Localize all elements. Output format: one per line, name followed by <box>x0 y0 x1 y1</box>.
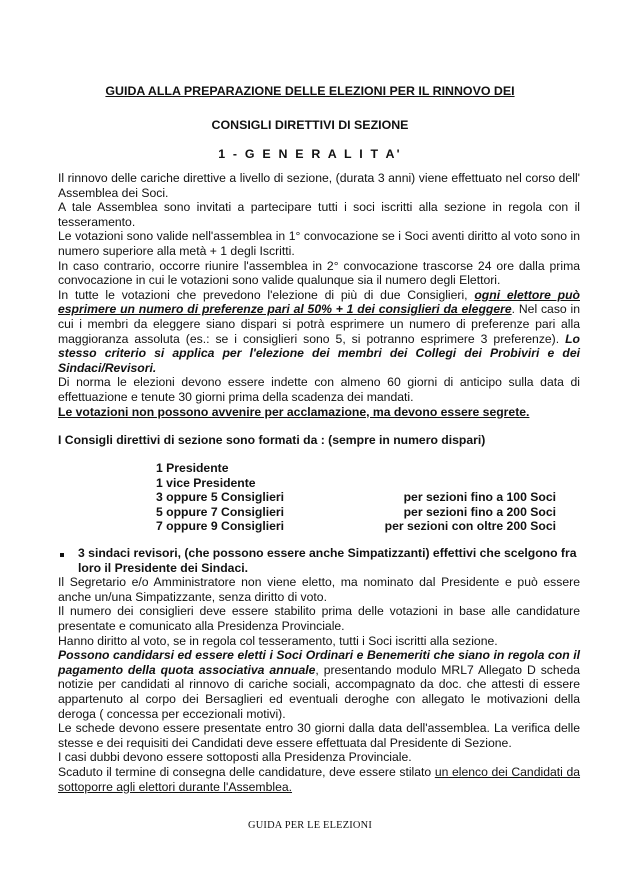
condition-label: per sezioni fino a 100 Soci <box>403 490 556 505</box>
council-heading: I Consigli direttivi di sezione sono formati da : (sempre in numero dispari) <box>58 433 486 447</box>
paragraph: Il Segretario e/o Amministratore non viene eletto, ma nominato dal Presidente e può essere anche un/una Simpatizzante, senza diritto di voto. <box>58 575 580 604</box>
paragraph: In caso contrario, occorre riunire l'assemblea in 2° convocazione trascorse 24 ore dalla prima convocazione in cui le votazioni sono valide qualunque sia il numero degli Elettori. <box>58 258 580 288</box>
emphasis-text: ogni elettore può esprimere un numero di preferenze pari al 50% + 1 dei consiglieri da eleggere <box>58 287 580 317</box>
council-composition-list <box>156 461 556 534</box>
emphasis-text: Possono candidarsi ed essere eletti i Soci Ordinari e Benemeriti che siano in regola con il pagamento della quota associativa annuale <box>58 648 580 677</box>
paragraph: A tale Assemblea sono invitati a partecipare tutti i soci iscritti alla sezione in regola con il tesseramento. <box>58 200 580 229</box>
paragraph <box>58 648 580 721</box>
paragraph: Il rinnovo delle cariche direttive a livello di sezione, (durata 3 anni) viene effettuato nel corso dell' Assemblea dei Soci. <box>58 171 580 200</box>
bullet-icon <box>58 546 78 575</box>
underlined-text: un elenco dei Candidati da sottoporre agli elettori durante l'Assemblea. <box>58 764 581 794</box>
text-run: , presentando modulo MRL7 Allegato D scheda notizie per candidati al rinnovo di cariche sociali, accompagnato da doc. che attesti di essere appartenuto al corpo dei Bersaglieri ed eventuali deroghe con allegato le motivazioni della deroga ( concessa per eccezionali motivi). <box>58 662 581 721</box>
emphasis-text: Lo stesso criterio si applica per l'elezione dei membri dei Collegi dei Probiviri e dei Sindaci/Revisori. <box>58 331 580 375</box>
paragraph: Hanno diritto al voto, se in regola col tesseramento, tutti i Soci iscritti alla sezione. <box>58 633 498 648</box>
text-run: . Nel caso in cui i membri da eleggere siano dispari si potrà esprimere un numero di preferenze pari alla maggioranza assoluta (es.: se i consiglieri sono 5, si potranno esprimere 3 preferenze). <box>58 302 581 346</box>
paragraph: Le votazioni sono valide nell'assemblea in 1° convocazione se i Soci aventi diritto al voto sono in numero superiore alla metà + 1 degli Iscritti. <box>58 229 580 258</box>
paragraph: Di norma le elezioni devono essere indette con almeno 60 giorni di anticipo sulla data di effettuazione e tenute 30 giorni prima della scadenza dei mandati. <box>58 375 580 404</box>
list-item <box>156 461 556 476</box>
list-item <box>156 490 556 505</box>
paragraph: I casi dubbi devono essere sottoposti alla Presidenza Provinciale. <box>58 750 412 765</box>
document-title: GUIDA ALLA PREPARAZIONE DELLE ELEZIONI PER IL RINNOVO DEI <box>105 84 515 98</box>
role-label: 1 vice Presidente <box>156 475 256 490</box>
list-item <box>156 505 556 520</box>
list-item <box>156 476 556 491</box>
role-label: 1 Presidente <box>156 461 229 475</box>
paragraph: Il numero dei consiglieri deve essere stabilito prima delle votazioni in base alle candidature presentate e comunicato alla Presidenza Provinciale. <box>58 604 580 633</box>
general-section <box>58 171 580 419</box>
condition-label: per sezioni con oltre 200 Soci <box>384 519 556 534</box>
emphasis-paragraph: Le votazioni non possono avvenire per acclamazione, ma devono essere segrete. <box>58 404 530 419</box>
bullet-text: 3 sindaci revisori, (che possono essere anche Simpatizzanti) effettivi che scelgono fra loro il Presidente dei Sindaci. <box>78 546 577 575</box>
role-label: 5 oppure 7 Consiglieri <box>156 504 284 519</box>
role-label: 7 oppure 9 Consiglieri <box>156 519 284 534</box>
condition-label: per sezioni fino a 200 Soci <box>403 504 556 519</box>
role-label: 3 oppure 5 Consiglieri <box>156 490 284 505</box>
bullet-item <box>58 546 580 575</box>
list-item <box>156 519 556 534</box>
paragraph <box>58 765 580 794</box>
text-run: Scaduto il termine di consegna delle candidature, deve essere stilato <box>58 764 435 779</box>
rules-section <box>58 546 580 794</box>
paragraph <box>58 288 580 376</box>
page-footer: GUIDA PER LE ELEZIONI <box>248 820 372 831</box>
document-subtitle: CONSIGLI DIRETTIVI DI SEZIONE <box>211 118 409 132</box>
text-run: In tutte le votazioni che prevedono l'elezione di più di due Consiglieri, <box>58 287 475 302</box>
section-heading: 1 - G E N E R A L I T A' <box>218 147 402 161</box>
paragraph: Le schede devono essere presentate entro 30 giorni dalla data dell'assemblea. La verifica delle stesse e dei requisiti dei Candidati deve essere effettuata dal Presidente di Sezione. <box>58 721 580 750</box>
